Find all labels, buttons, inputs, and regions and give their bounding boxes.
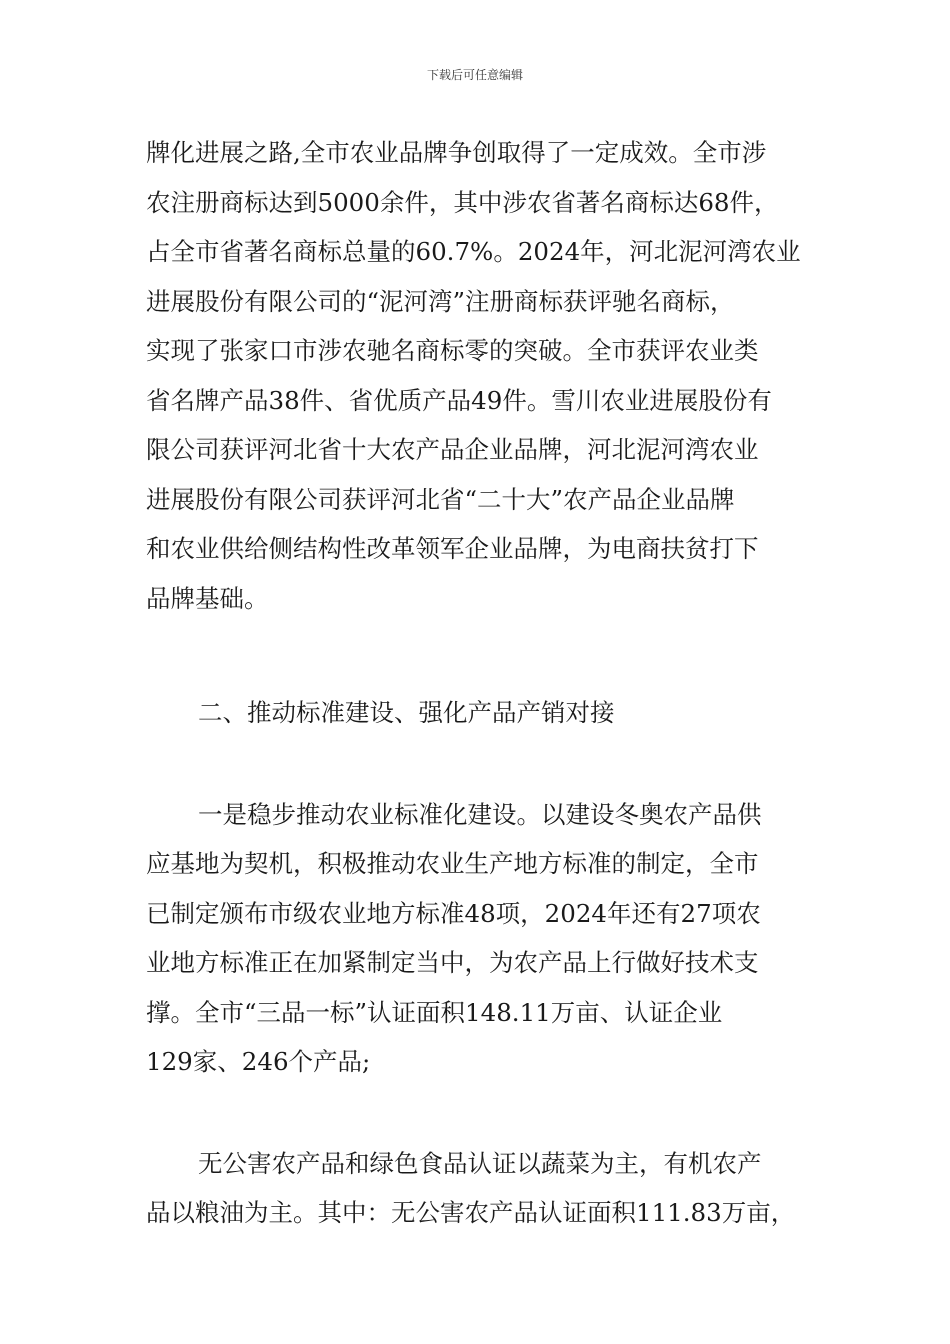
page-header-note: 下载后可任意编辑 xyxy=(426,68,523,82)
text-line: 实现了张家口市涉农驰名商标零的突破。全市获评农业类 xyxy=(146,336,759,365)
text-line: 和农业供给侧结构性改革领军企业品牌，为电商扶贫打下 xyxy=(146,534,759,563)
text-line: 无公害农产品和绿色食品认证以蔬菜为主，有机农产 xyxy=(198,1148,762,1178)
section-heading: 二、推动标准建设、强化产品产销对接 xyxy=(198,698,615,727)
document-body xyxy=(146,128,808,1238)
paragraph-certification xyxy=(146,1139,808,1238)
text-line: 品牌基础。 xyxy=(146,583,269,613)
text-line: 应基地为契机，积极推动农业生产地方标准的制定，全市 xyxy=(146,849,759,878)
text-line: 已制定颁布市级农业地方标准48项，2024年还有27项农 xyxy=(146,898,761,928)
text-line: 进展股份有限公司的“泥河湾”注册商标获评驰名商标， xyxy=(146,286,735,316)
text-line: 限公司获评河北省十大农产品企业品牌，河北泥河湾农业 xyxy=(146,435,759,464)
text-line: 省名牌产品38件、省优质产品49件。雪川农业进展股份有 xyxy=(146,385,772,415)
text-line: 业地方标准正在加紧制定当中，为农产品上行做好技术支 xyxy=(146,948,759,977)
paragraph-spacer xyxy=(146,1087,808,1139)
text-line: 一是稳步推动农业标准化建设。以建设冬奥农产品供 xyxy=(198,799,762,829)
text-line: 进展股份有限公司获评河北省“二十大”农产品企业品牌 xyxy=(146,484,735,514)
text-line: 品以粮油为主。其中：无公害农产品认证面积111.83万亩， xyxy=(146,1198,796,1227)
text-line: 撑。全市“三品一标”认证面积148.11万亩、认证企业 xyxy=(146,997,723,1027)
text-line: 牌化进展之路,全市农业品牌争创取得了一定成效。全市涉 xyxy=(146,138,767,167)
paragraph-brand-building xyxy=(146,128,808,623)
paragraph-spacer xyxy=(146,623,808,688)
text-line: 占全市省著名商标总量的60.7%。2024年，河北泥河湾农业 xyxy=(146,237,801,266)
paragraph-spacer xyxy=(146,738,808,790)
paragraph-standardization xyxy=(146,790,808,1087)
text-line: 农注册商标达到5000余件，其中涉农省著名商标达68件， xyxy=(146,187,779,217)
text-line: 129家、246个产品; xyxy=(146,1047,371,1076)
